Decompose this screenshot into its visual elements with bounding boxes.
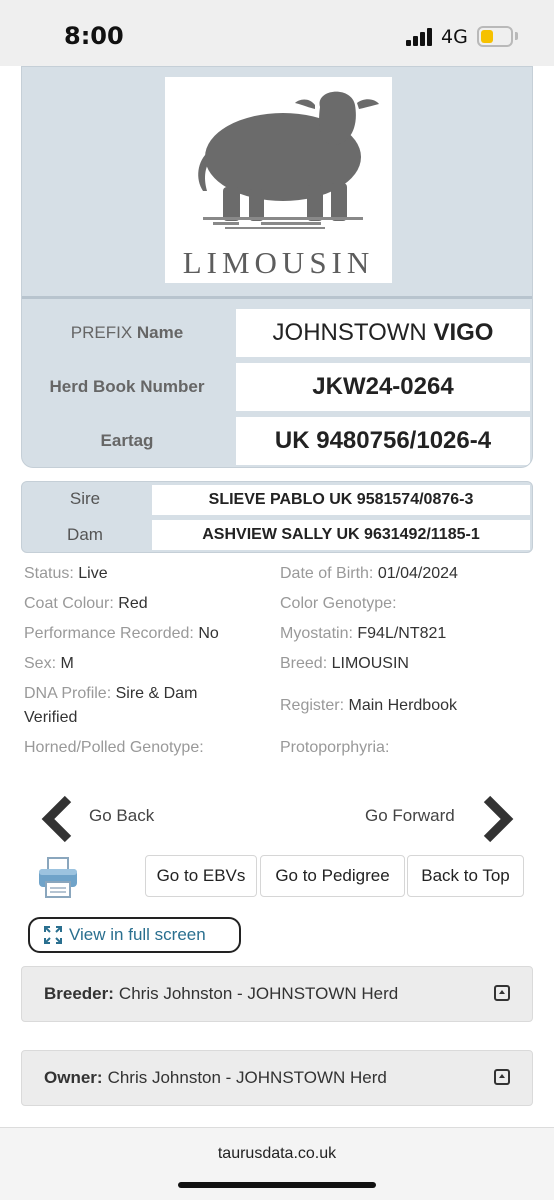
url-text[interactable]: taurusdata.co.uk	[217, 1145, 337, 1162]
name-label: PREFIX Name	[70, 323, 184, 342]
eartag-value: UK 9480756/1026-4	[236, 417, 530, 465]
breeder-label: Breeder:	[44, 984, 114, 1003]
breed-detail: Breed: LIMOUSIN	[280, 655, 409, 672]
network-type: 4G	[441, 26, 468, 48]
breeder-accordion[interactable]	[21, 966, 533, 1022]
view-full-screen-button[interactable]	[28, 917, 241, 953]
animal-name: JOHNSTOWN VIGO	[236, 309, 530, 357]
go-forward-link[interactable]: Go Forward	[365, 806, 455, 825]
status-time: 8:00	[64, 22, 124, 50]
battery-icon	[477, 26, 513, 47]
card-divider	[22, 296, 533, 299]
dna-detail: DNA Profile: Sire & Dam Verified	[24, 685, 198, 726]
owner-value: Chris Johnston - JOHNSTOWN Herd	[107, 1068, 387, 1087]
home-indicator[interactable]	[178, 1182, 376, 1188]
dob-detail: Date of Birth: 01/04/2024	[280, 565, 458, 582]
performance-detail: Performance Recorded: No	[24, 625, 219, 642]
chevron-left-icon[interactable]	[40, 795, 74, 843]
sire-value[interactable]: SLIEVE PABLO UK 9581574/0876-3	[152, 485, 530, 515]
parents-card	[21, 481, 533, 553]
status-detail: Status: Live	[24, 565, 108, 582]
eartag-label: Eartag	[100, 431, 154, 450]
coat-detail: Coat Colour: Red	[24, 595, 148, 612]
browser-url-bar[interactable]	[0, 1127, 554, 1200]
animal-card	[21, 66, 533, 468]
herd-book-label: Herd Book Number	[49, 377, 205, 396]
view-full-screen-label: View in full screen	[69, 925, 206, 944]
myostatin-detail: Myostatin: F94L/NT821	[280, 625, 447, 642]
proto-detail: Protoporphyria:	[280, 739, 390, 756]
collapse-icon[interactable]	[494, 1069, 510, 1085]
back-to-top-button[interactable]: Back to Top	[407, 855, 524, 897]
horned-detail: Horned/Polled Genotype:	[24, 739, 204, 756]
collapse-icon[interactable]	[494, 985, 510, 1001]
dam-value[interactable]: ASHVIEW SALLY UK 9631492/1185-1	[152, 520, 530, 550]
go-back-link[interactable]: Go Back	[89, 806, 155, 825]
bull-icon	[165, 77, 392, 247]
chevron-right-icon[interactable]	[481, 795, 515, 843]
color-genotype-detail: Color Genotype:	[280, 595, 397, 612]
register-detail: Register: Main Herdbook	[280, 697, 457, 714]
owner-label: Owner:	[44, 1068, 103, 1087]
go-to-ebvs-button[interactable]: Go to EBVs	[145, 855, 257, 897]
printer-icon[interactable]	[36, 856, 80, 900]
limousin-logo	[165, 77, 392, 283]
signal-icon	[406, 28, 434, 46]
logo-text: LIMOUSIN	[182, 245, 375, 280]
go-to-pedigree-button[interactable]: Go to Pedigree	[260, 855, 405, 897]
owner-accordion[interactable]	[21, 1050, 533, 1106]
sex-detail: Sex: M	[24, 655, 74, 672]
herd-book-number: JKW24-0264	[236, 363, 530, 411]
breeder-value: Chris Johnston - JOHNSTOWN Herd	[118, 984, 399, 1003]
battery-tip	[515, 32, 518, 40]
sire-label: Sire	[69, 489, 101, 508]
status-bar	[0, 0, 554, 66]
dam-label: Dam	[67, 525, 103, 544]
expand-icon	[44, 926, 62, 944]
